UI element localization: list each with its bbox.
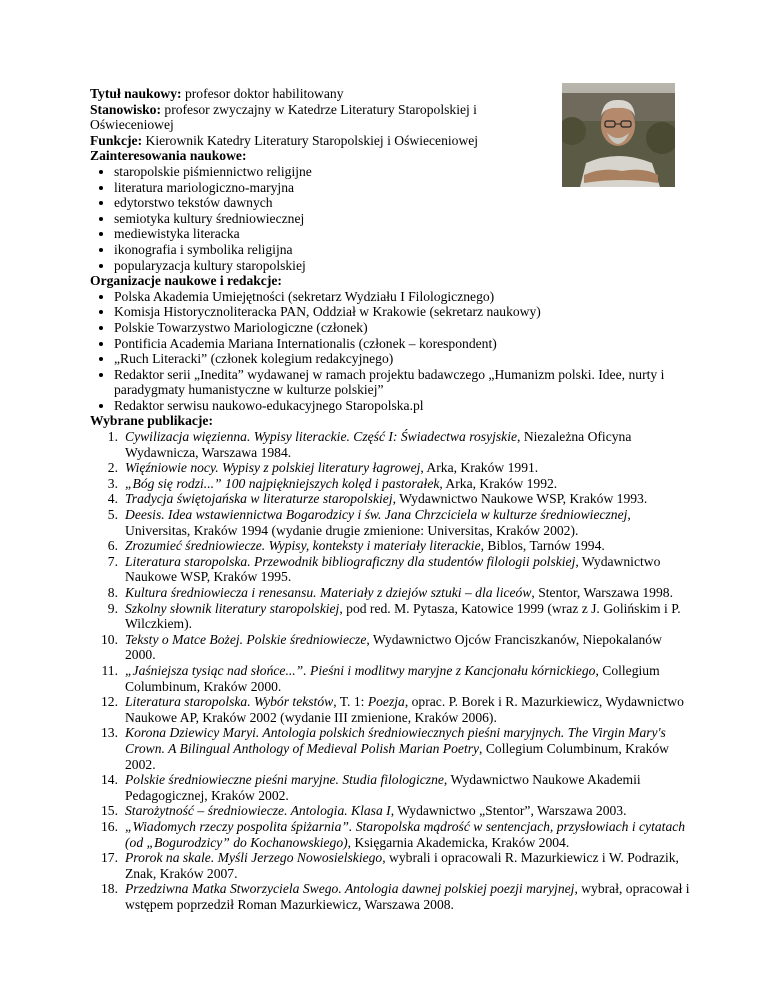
publication-item — [90, 694, 690, 725]
publication-title: Teksty o Matce Bożej. Polskie średniowiecze — [125, 631, 367, 647]
publication-title: Korona Dziewicy Maryi. Antologia polskich średniowiecznych pieśni maryjnych. The Virgin Mary's Crown. A Bilingual Anthology of Medieval Polish Marian Poetry — [125, 725, 666, 756]
publication-number: 9. — [107, 600, 118, 616]
publication-details: , Wydawnictwo Naukowe WSP, Kraków 1995. — [125, 553, 661, 585]
interests-heading: Zainteresowania naukowe: — [90, 148, 247, 164]
publication-item — [90, 632, 690, 663]
publication-details: , Wydawnictwo Naukowe Akademii Pedagogicznej, Kraków 2002. — [125, 772, 641, 803]
publication-number: 3. — [107, 475, 118, 491]
publication-title: Zrozumieć średniowiecze. Wypisy, konteksty i materiały literackie — [125, 538, 481, 554]
publication-item — [90, 491, 690, 507]
publication-number: 4. — [107, 491, 118, 507]
publication-details: , Wydawnictwo Ojców Franciszkanów, Niepokalanów 2000. — [125, 631, 662, 663]
publication-details: , Collegium Columbinum, Kraków 2000. — [125, 662, 660, 694]
publication-details: , Wydawnictwo Naukowe WSP, Kraków 1993. — [392, 491, 648, 507]
academic-title-label: Tytuł naukowy: — [90, 86, 182, 101]
publications-list — [90, 429, 690, 912]
publication-item — [90, 460, 690, 476]
publication-number: 16. — [101, 818, 118, 834]
publication-number: 13. — [101, 725, 118, 741]
publication-subtitle: Poezja — [367, 694, 405, 710]
publication-item — [90, 538, 690, 554]
publication-title: „Wiadomych rzeczy pospolita śpiżarnia”. Staropolska mądrość w sentencjach, przysłowiach i cytatach (od „Bogurodzicy” do Kochanowskiego) — [125, 818, 686, 850]
publication-number: 8. — [107, 585, 118, 600]
publication-details: , Arka, Kraków 1991. — [420, 460, 539, 476]
publication-details: , Stentor, Warszawa 1998. — [531, 585, 673, 600]
functions-label: Funkcje: — [90, 132, 143, 148]
interest-item: ikonografia i symbolika religijna — [90, 242, 690, 258]
publication-title: „Bóg się rodzi...” 100 najpiękniejszych kolęd i pastorałek — [125, 475, 440, 491]
publication-number: 15. — [101, 803, 118, 819]
publication-item — [90, 725, 690, 772]
publication-item — [90, 850, 690, 881]
publication-title: Cywilizacja więzienna. Wypisy literackie. Część I: Świadectwa rosyjskie — [125, 429, 518, 445]
organization-item: „Ruch Literacki” (członek kolegium redakcyjnego) — [90, 351, 690, 367]
publication-details: , Wydawnictwo „Stentor”, Warszawa 2003. — [390, 803, 627, 819]
publication-title: Literatura staropolska. Wybór tekstów — [125, 694, 334, 710]
publication-title: Literatura staropolska. Przewodnik bibliograficzny dla studentów filologii polskiej — [125, 553, 576, 569]
publication-details: , Universitas, Kraków 1994 (wydanie drugie zmienione: Universitas, Kraków 2002). — [125, 507, 631, 538]
publication-item — [90, 601, 690, 632]
organization-item: Komisja Historycznoliteracka PAN, Oddział w Krakowie (sekretarz naukowy) — [90, 304, 690, 320]
interest-item: popularyzacja kultury staropolskiej — [90, 258, 690, 274]
publication-item — [90, 881, 690, 912]
publication-details: , Niezależna Oficyna Wydawnicza, Warszawa 1984. — [125, 429, 632, 460]
publication-details: , T. 1: — [333, 694, 368, 710]
organizations-heading: Organizacje naukowe i redakcje: — [90, 273, 282, 289]
interest-item: semiotyka kultury średniowiecznej — [90, 211, 690, 227]
organization-item: Polskie Towarzystwo Mariologiczne (członek) — [90, 320, 690, 336]
publication-details: , Biblos, Tarnów 1994. — [480, 538, 605, 554]
publication-number: 10. — [101, 631, 118, 647]
publication-number: 11. — [101, 662, 118, 678]
publication-details: , wybrał, opracował i wstępem poprzedził Roman Mazurkiewicz, Warszawa 2008. — [125, 881, 690, 912]
publication-item — [90, 507, 690, 538]
publication-number: 7. — [107, 553, 118, 569]
publication-details: , Arka, Kraków 1992. — [439, 475, 558, 491]
publication-title: Deesis. Idea wstawiennictwa Bogarodzicy i św. Jana Chrzciciela w kulturze średniowiecznej — [125, 507, 628, 523]
publication-title: Polskie średniowieczne pieśni maryjne. Studia filologiczne — [125, 772, 444, 788]
publication-details: , pod red. M. Pytasza, Katowice 1999 (wraz z J. Golińskim i P. Wilczkiem). — [125, 600, 681, 632]
publication-title: Prorok na skale. Myśli Jerzego Nowosielskiego — [125, 850, 383, 866]
publication-title: Kultura średniowiecza i renesansu. Materiały z dziejów sztuki – dla liceów — [125, 585, 532, 600]
publication-number: 14. — [101, 772, 118, 788]
position-row — [90, 102, 535, 133]
organization-item: Polska Akademia Umiejętności (sekretarz Wydziału I Filologicznego) — [90, 289, 690, 305]
publication-item — [90, 429, 690, 460]
publication-item — [90, 663, 690, 694]
publication-details: , wybrali i opracowali R. Mazurkiewicz i W. Podrazik, Znak, Kraków 2007. — [125, 850, 679, 881]
interest-item: staropolskie piśmiennictwo religijne — [90, 164, 690, 180]
publication-number: 2. — [107, 460, 118, 476]
publication-number: 17. — [101, 850, 118, 866]
publication-title: Więźniowie nocy. Wypisy z polskiej literatury łagrowej — [125, 460, 421, 476]
position-label: Stanowisko: — [90, 101, 162, 117]
publication-title: „Jaśniejsza tysiąc nad słońce...”. Pieśni i modlitwy maryjne z Kancjonału kórnickiego — [125, 662, 596, 678]
publication-number: 18. — [101, 881, 118, 897]
academic-title-value: profesor doktor habilitowany — [181, 86, 344, 101]
publications-heading: Wybrane publikacje: — [90, 413, 213, 429]
publication-number: 5. — [107, 507, 118, 523]
functions-value: Kierownik Katedry Literatury Staropolskiej i Oświeceniowej — [142, 132, 479, 148]
organization-item: Pontificia Academia Mariana Internationalis (członek – korespondent) — [90, 336, 690, 352]
organizations-list — [90, 289, 690, 414]
publication-details: , Collegium Columbinum, Kraków 2002. — [125, 740, 669, 772]
functions-row — [90, 133, 690, 149]
position-value: profesor zwyczajny w Katedrze Literatury Staropolskiej i Oświeceniowej — [90, 101, 477, 133]
publication-title: Szkolny słownik literatury staropolskiej — [125, 600, 340, 616]
document-body — [90, 86, 690, 912]
publication-number: 1. — [107, 429, 118, 445]
publication-number: 12. — [101, 694, 118, 710]
publication-title: Starożytność – średniowiecze. Antologia. Klasa I — [125, 803, 391, 819]
publication-item — [90, 585, 690, 601]
publication-title: Tradycja świętojańska w literaturze staropolskiej — [125, 491, 393, 507]
interest-item: mediewistyka literacka — [90, 226, 690, 242]
publication-details: , Księgarnia Akademicka, Kraków 2004. — [347, 834, 570, 850]
publication-item — [90, 803, 690, 819]
publication-item — [90, 772, 690, 803]
publication-item — [90, 554, 690, 585]
organization-item: Redaktor serii „Inedita” wydawanej w ramach projektu badawczego „Humanizm polski. Idee, nurty i paradygmaty humanistyczne w kulturze polskiej” — [90, 367, 690, 398]
publication-title: Przedziwna Matka Stworzyciela Swego. Antologia dawnej polskiej poezji maryjnej — [125, 881, 575, 897]
publication-item — [90, 819, 690, 850]
organization-item: Redaktor serwisu naukowo-edukacyjnego Staropolska.pl — [90, 398, 690, 414]
publication-details-more: , oprac. P. Borek i R. Mazurkiewicz, Wydawnictwo Naukowe AP, Kraków 2002 (wydanie III zmienione, Kraków 2006). — [125, 694, 684, 725]
publication-item — [90, 476, 690, 492]
academic-title-row — [90, 86, 690, 102]
interest-item: literatura mariologiczno-maryjna — [90, 180, 690, 196]
interests-list — [90, 164, 690, 273]
publication-number: 6. — [107, 538, 118, 554]
interest-item: edytorstwo tekstów dawnych — [90, 195, 690, 211]
